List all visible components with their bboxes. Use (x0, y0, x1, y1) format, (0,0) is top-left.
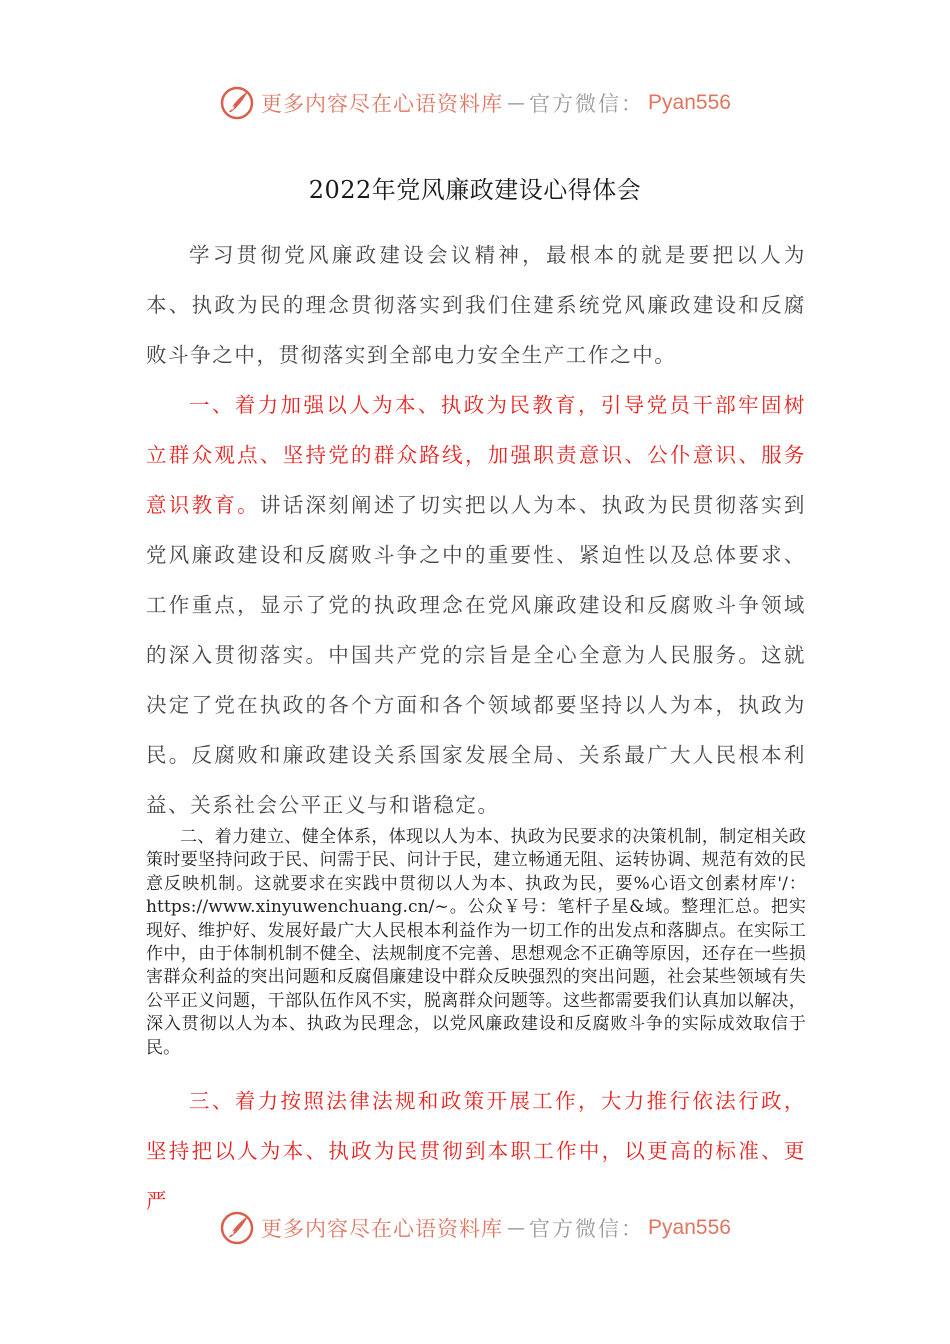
paragraph-intro: 学习贯彻党风廉政建设会议精神，最根本的就是要把以人为本、执政为民的理念贯彻落实到我们住建系统党风廉政建设和反腐败斗争之中，贯彻落实到全部电力安全生产工作之中。 (146, 243, 806, 367)
quill-pen-icon (219, 85, 255, 121)
banner-wechat-label: 官方微信： (529, 92, 645, 116)
banner-wechat-label: 官方微信： (529, 1217, 645, 1241)
header-banner (0, 83, 950, 123)
section-1-body: 讲话深刻阐述了切实把以人为本、执政为民贯彻落实到党风廉政建设和反腐败斗争之中的重要性、紧迫性以及总体要求、工作重点，显示了党的执政理念在党风廉政建设和反腐败斗争领域的深入贯彻落实。中国共产党的宗旨是全心全意为人民服务。这就决定了党在执政的各个方面和各个领域都要坚持以人为本，执政为民。反腐败和廉政建设关系国家发展全局、关系最广大人民根本利益、关系社会公平正义与和谐稳定。 (146, 493, 807, 817)
paragraph-section-2: 二、着力建立、健全体系，体现以人为本、执政为民要求的决策机制，制定相关政策时要坚持问政于民、问需于民、问计于民，建立畅通无阻、运转协调、规范有效的民意反映机制。这就要求在实践中贯彻以人为本、执政为民，要%心语文创素材库'/：https://www.xinyuwenchuang.cn/~。公众￥号：笔杆子星&域。整理汇总。把实现好、维护好、发展好最广大人民根本利益作为一切工作的出发点和落脚点。在实际工作中，由于体制机制不健全、法规制度不完善、思想观念不正确等原因，还存在一些损害群众利益的突出问题和反腐倡廉建设中群众反映强烈的突出问题，社会某些领域有失公平正义问题，干部队伍作风不实，脱离群众问题等。这些都需要我们认真加以解决，深入贯彻以人为本、执政为民理念，以党风廉政建设和反腐败斗争的实际成效取信于民。 (146, 827, 806, 1058)
paragraph-section-1 (146, 380, 806, 830)
banner-wechat-handle: Pyan556 (648, 91, 731, 114)
banner-text: 更多内容尽在心语资料库 (261, 1217, 504, 1241)
quill-pen-icon (219, 1210, 255, 1246)
footer-banner (0, 1208, 950, 1248)
section-3-heading: 三、着力按照法律法规和政策开展工作，大力推行依法行政，坚持把以人为本、执政为民贯彻到本职工作中，以更高的标准、更严 (146, 1089, 806, 1213)
banner-separator: — (507, 92, 526, 114)
banner-separator: — (507, 1217, 526, 1239)
section-1-heading: 一、着力加强以人为本、执政为民教育，引导党员干部牢固树立群众观点、坚持党的群众路线，加强职责意识、公仆意识、服务意识教育。 (146, 393, 806, 517)
paragraph-section-3 (146, 1076, 806, 1226)
document-title: 2022年党风廉政建设心得体会 (308, 176, 642, 204)
banner-text: 更多内容尽在心语资料库 (261, 92, 504, 116)
banner-wechat-handle: Pyan556 (648, 1216, 731, 1239)
